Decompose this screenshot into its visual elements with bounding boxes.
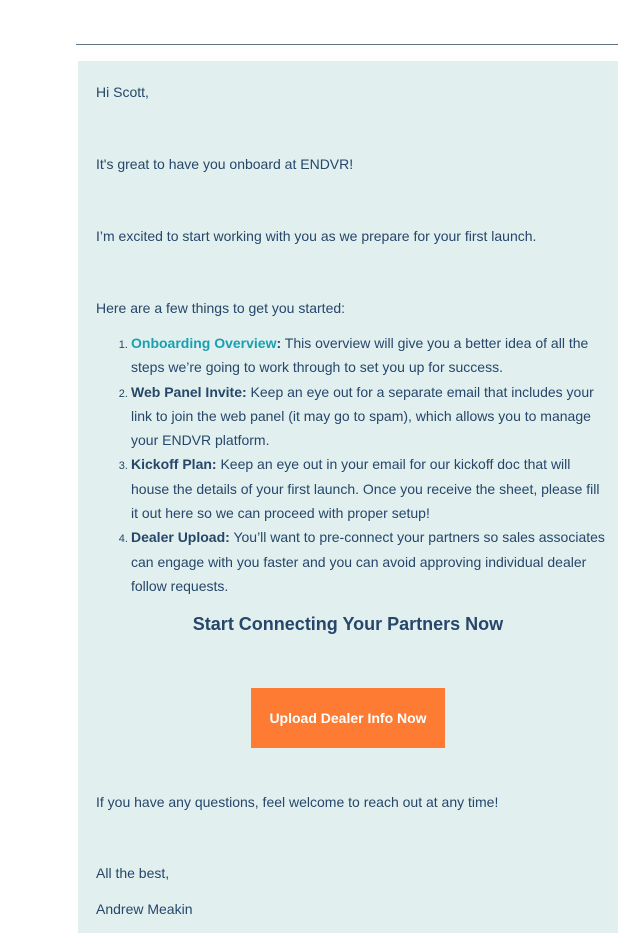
upload-dealer-info-button[interactable]: Upload Dealer Info Now — [251, 688, 445, 748]
step-text: Keep an eye out in your email for our kickoff doc that will house the details of your first launch. Once you receive the sheet, please fill it out here so we can proceed with proper setup! — [131, 456, 600, 522]
list-item — [131, 525, 606, 598]
signoff-text: All the best, — [96, 865, 170, 881]
step-text: You’ll want to pre-connect your partners so sales associates can engage with you faster and you can avoid approving individual dealer follow requests. — [131, 529, 605, 594]
step-title: Dealer Upload: — [131, 529, 230, 546]
intro-text: Here are a few things to get you started: — [96, 300, 346, 316]
steps-list — [96, 331, 606, 598]
step-text: Keep an eye out for a separate email that includes your link to join the web panel (it may go to spam), which allows you to manage your ENDVR platform. — [131, 383, 594, 449]
cta-heading: Start Connecting Your Partners Now — [192, 614, 504, 634]
list-item — [131, 380, 606, 453]
onboarding-overview-link[interactable]: Onboarding Overview — [131, 335, 277, 351]
email-body — [78, 61, 618, 933]
greeting: Hi Scott, — [96, 84, 149, 100]
step-text: This overview will give you a better idea of all the steps we’re going to work through to set you up for success. — [131, 335, 589, 376]
welcome-text: It's great to have you onboard at ENDVR! — [96, 156, 354, 172]
signature: Andrew Meakin — [96, 901, 193, 917]
list-item — [131, 452, 606, 525]
step-title: Web Panel Invite: — [131, 383, 247, 400]
header-divider — [76, 44, 618, 45]
list-item — [131, 331, 606, 380]
questions-text: If you have any questions, feel welcome to reach out at any time! — [96, 794, 499, 810]
step-title: Kickoff Plan: — [131, 456, 217, 473]
step-colon: : — [276, 335, 282, 351]
excited-text: I’m excited to start working with you as we prepare for your first launch. — [96, 228, 537, 244]
